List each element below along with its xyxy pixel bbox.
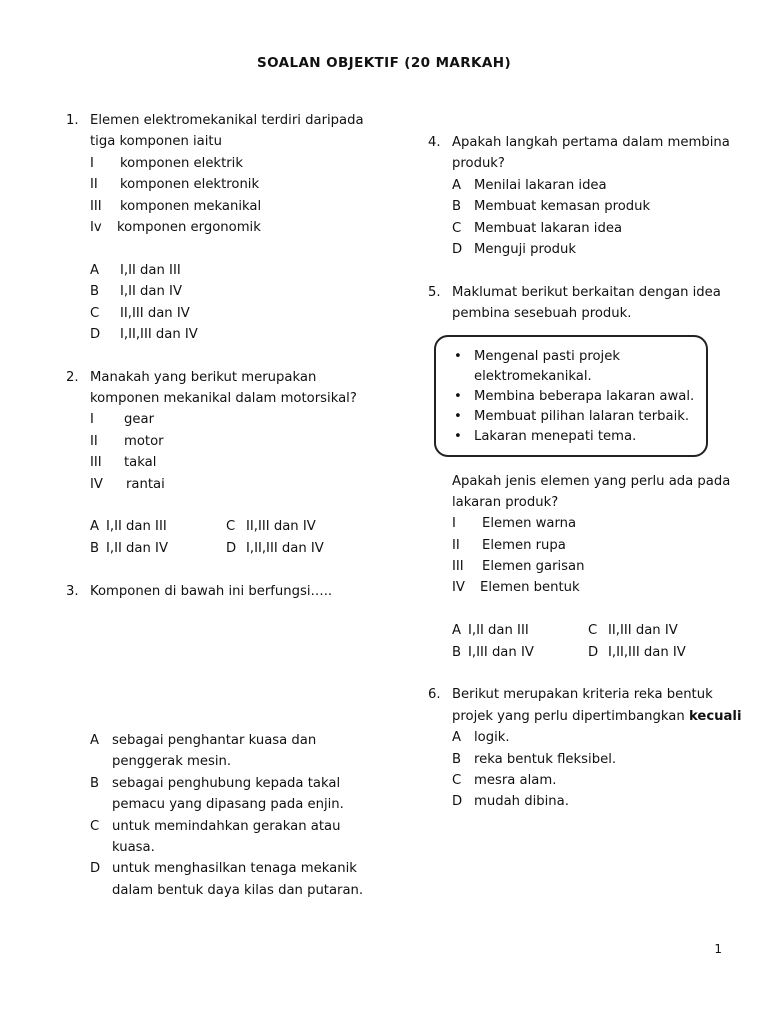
- option-letter: D: [90, 861, 101, 877]
- option-text: kuasa.: [112, 839, 155, 855]
- question-text: produk?: [452, 156, 505, 172]
- option-text: sebagai penghantar kuasa dan: [112, 732, 317, 748]
- option-text: II,III dan IV: [608, 623, 678, 639]
- option-text: logik.: [474, 730, 510, 746]
- bullet-item: • Mengenal pasti projek elektromekanikal.: [454, 349, 620, 384]
- option-text: I,II dan IV: [120, 284, 182, 300]
- option-letter: A: [90, 732, 100, 748]
- option-letter: B: [452, 644, 462, 660]
- question-text: projek yang perlu dipertimbangkan: [452, 708, 685, 724]
- roman-item: Elemen warna: [482, 516, 577, 532]
- option-letter: D: [452, 241, 463, 257]
- option-text: penggerak mesin.: [112, 754, 232, 770]
- question-text: Maklumat berikut berkaitan dengan idea: [452, 284, 721, 300]
- option-letter: D: [90, 326, 101, 342]
- roman-item: motor: [124, 433, 164, 449]
- roman-label: III: [90, 455, 102, 471]
- option-text: I,II,III dan IV: [120, 326, 198, 342]
- option-letter: D: [226, 540, 237, 556]
- roman-item: Elemen rupa: [482, 537, 566, 553]
- question-text: Elemen elektromekanikal terdiri daripada: [90, 113, 364, 128]
- option-text: untuk memindahkan gerakan atau: [112, 818, 341, 834]
- question-number: 4.: [428, 135, 441, 150]
- option-text: mesra alam.: [474, 772, 557, 788]
- roman-item: komponen elektronik: [120, 177, 260, 193]
- option-letter: B: [452, 199, 462, 215]
- roman-item: Elemen bentuk: [480, 580, 580, 596]
- roman-item: takal: [124, 455, 157, 471]
- option-text: Menilai lakaran idea: [474, 177, 607, 193]
- question-text: Apakah langkah pertama dalam membina: [452, 135, 730, 150]
- left-column: [66, 110, 406, 901]
- figure-space: [66, 602, 406, 730]
- option-letter: C: [226, 519, 236, 535]
- question-3: [66, 581, 406, 902]
- option-text: I,II dan IV: [106, 540, 168, 556]
- question-text: komponen mekanikal dalam motorsikal?: [90, 391, 357, 407]
- bullet-icon: •: [454, 409, 462, 424]
- question-number: 3.: [66, 583, 79, 599]
- option-letter: D: [452, 794, 463, 810]
- question-text: Apakah jenis elemen yang perlu ada pada: [452, 473, 731, 489]
- question-text: tiga komponen iaitu: [90, 134, 222, 150]
- roman-label: II: [90, 177, 98, 193]
- option-letter: A: [90, 262, 100, 278]
- option-letter: B: [90, 284, 100, 300]
- question-number: 5.: [428, 284, 441, 300]
- option-text: Menguji produk: [474, 241, 577, 257]
- roman-label: I: [90, 412, 94, 428]
- question-number: 2.: [66, 369, 79, 385]
- option-text: II,III dan IV: [246, 519, 316, 535]
- option-letter: B: [90, 775, 100, 791]
- page-number: 1: [714, 942, 722, 956]
- roman-item: gear: [124, 412, 154, 428]
- option-text: I,II dan III: [120, 262, 181, 278]
- option-text: I,II,III dan IV: [608, 644, 686, 660]
- bullet-icon: •: [454, 349, 462, 364]
- roman-label: III: [90, 198, 102, 214]
- question-2: [66, 367, 406, 560]
- roman-item: komponen ergonomik: [117, 219, 261, 235]
- roman-item: rantai: [126, 476, 165, 492]
- question-text: Manakah yang berikut merupakan: [90, 369, 317, 385]
- option-letter: C: [588, 623, 598, 639]
- right-column: [428, 132, 748, 813]
- option-text: I,II dan III: [106, 519, 167, 535]
- option-letter: C: [90, 305, 100, 321]
- bullet-item: • Membuat pilihan lalaran terbaik.: [452, 407, 702, 427]
- roman-label: II: [452, 537, 460, 553]
- question-4: [428, 132, 748, 260]
- roman-label: IV: [90, 476, 103, 492]
- roman-item: komponen elektrik: [120, 155, 243, 171]
- option-letter: C: [90, 818, 100, 834]
- bullet-icon: •: [454, 429, 462, 444]
- keyword-kecuali: kecuali: [688, 708, 742, 724]
- question-1: [66, 110, 406, 345]
- option-text: dalam bentuk daya kilas dan putaran.: [112, 882, 364, 898]
- option-letter: A: [452, 177, 462, 193]
- bullet-icon: •: [454, 389, 462, 404]
- info-box-list: [452, 347, 702, 447]
- roman-item: komponen mekanikal: [120, 198, 262, 214]
- option-letter: C: [452, 772, 462, 788]
- option-letter: B: [452, 751, 462, 767]
- question-text: Berikut merupakan kriteria reka bentuk: [452, 687, 713, 703]
- option-text: I,II,III dan IV: [246, 540, 324, 556]
- option-letter: D: [588, 644, 599, 660]
- question-number: 1.: [66, 113, 79, 128]
- roman-label: I: [90, 155, 94, 171]
- question-text: Komponen di bawah ini berfungsi…..: [90, 583, 333, 599]
- question-number: 6.: [428, 687, 441, 703]
- option-letter: A: [452, 623, 462, 639]
- option-text: sebagai penghubung kepada takal: [112, 775, 341, 791]
- option-text: untuk menghasilkan tenaga mekanik: [112, 861, 357, 877]
- question-text: lakaran produk?: [452, 494, 559, 510]
- option-letter: A: [90, 519, 100, 535]
- roman-label: III: [452, 559, 464, 575]
- roman-label: I: [452, 516, 456, 532]
- option-text: Membuat kemasan produk: [474, 199, 651, 215]
- option-text: II,III dan IV: [120, 305, 190, 321]
- bullet-item: • Membina beberapa lakaran awal.: [452, 387, 702, 407]
- option-letter: B: [90, 540, 100, 556]
- question-6: [428, 684, 748, 812]
- option-text: I,III dan IV: [468, 644, 534, 660]
- roman-label: IV: [452, 580, 465, 596]
- page-title: SOALAN OBJEKTIF (20 MARKAH): [256, 55, 512, 71]
- roman-item: Elemen garisan: [482, 559, 585, 575]
- option-letter: A: [452, 730, 462, 746]
- option-text: mudah dibina.: [474, 794, 569, 810]
- option-letter: C: [452, 220, 462, 236]
- option-text: reka bentuk fleksibel.: [474, 751, 617, 767]
- roman-label: Iv: [90, 219, 102, 235]
- option-text: I,II dan III: [468, 623, 529, 639]
- bullet-item: • Lakaran menepati tema.: [452, 427, 702, 447]
- info-box: [434, 335, 708, 457]
- question-text: pembina sesebuah produk.: [452, 306, 632, 322]
- option-text: pemacu yang dipasang pada enjin.: [112, 797, 344, 813]
- roman-label: II: [90, 433, 98, 449]
- option-text: Membuat lakaran idea: [474, 220, 623, 236]
